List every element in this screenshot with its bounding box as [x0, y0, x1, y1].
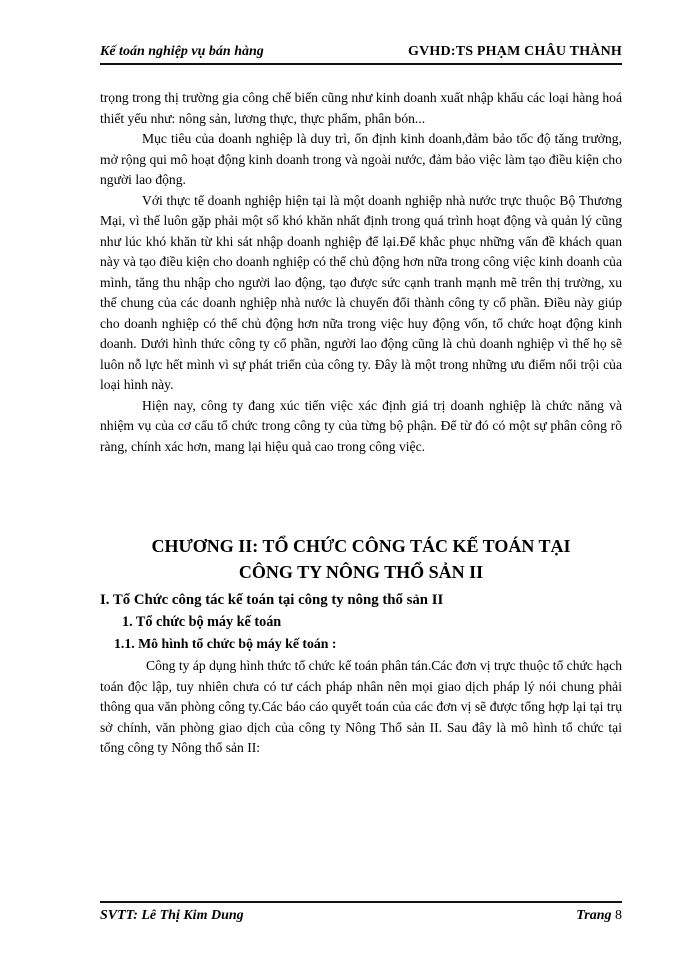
document-body	[100, 88, 622, 759]
chapter-title-line1: CHƯƠNG II: TỔ CHỨC CÔNG TÁC KẾ TOÁN TẠI	[151, 536, 571, 556]
page-footer	[100, 901, 622, 924]
paragraph: Với thực tế doanh nghiệp hiện tại là một doanh nghiệp nhà nước trực thuộc Bộ Thương Mại, vì thế luôn gặp phải một số khó khăn nhất định trong quá trình hoạt động và quản lý cũng như lúc khó khăn từ khi sát nhập doanh nghiệp để lại.Để khắc phục những vấn đề khách quan này và tạo điều kiện cho doanh nghiệp có thể chủ động hơn nữa trong công việc kinh doanh của mình, tăng thu nhập cho người lao động, tạo được sức cạnh tranh mạnh mẽ trên thị trường, xu thế chung của các doanh nghiệp nhà nước là chuyển đổi thành công ty cổ phần. Điều này giúp cho doanh nghiệp có thể chủ động hơn nữa trong việc huy động vốn, tổ chức hoạt động kinh doanh. Dưới hình thức công ty cổ phần, người lao động cũng là chủ doanh nghiệp vì thế họ sẽ luôn nỗ lực hết mình vì sự phát triển của công ty. Đây là một trong những ưu điểm nổi trội của loại hình này.	[100, 192, 622, 392]
footer-page-number: 8	[615, 908, 622, 923]
paragraph: Mục tiêu của doanh nghiệp là duy trì, ổn định kinh doanh,đảm bảo tốc độ tăng trưởng, mở rộng qui mô hoạt động kinh doanh trong và ngoài nước, đảm bảo việc làm tạo điều kiện cho người lao động.	[100, 131, 622, 187]
header-running-title: Kế toán nghiệp vụ bán hàng	[100, 44, 264, 59]
paragraph: Hiện nay, công ty đang xúc tiến việc xác định giá trị doanh nghiệp là chức năng và nhiệm vụ của cơ cấu tổ chức trong công ty của từng bộ phận. Để từ đó có một sự phân công rõ ràng, chính xác hơn, mang lại hiệu quả cao trong công việc.	[100, 397, 622, 454]
section-heading-I: I. Tổ Chức công tác kế toán tại công ty nông thổ sản II	[100, 592, 444, 608]
chapter-title	[100, 533, 622, 585]
subsection-heading-1-1: 1.1. Mô hình tổ chức bộ máy kế toán :	[114, 636, 337, 651]
footer-student-name: SVTT: Lê Thị Kim Dung	[100, 908, 244, 923]
page-header	[100, 44, 622, 65]
subsection-heading-1: 1. Tổ chức bộ máy kế toán	[122, 614, 282, 630]
header-supervisor-name: GVHD:TS PHẠM CHÂU THÀNH	[408, 44, 622, 59]
footer-page-indicator	[576, 908, 622, 924]
paragraph-continuation: trọng trong thị trường gia công chế biến cũng như kinh doanh xuất nhập khẩu các loại hàng hoá thiết yếu như: nông sản, lương thực, thực phẩm, phân bón...	[100, 90, 622, 126]
chapter-title-line2: CÔNG TY NÔNG THỔ SẢN II	[238, 562, 484, 582]
paragraph: Công ty áp dụng hình thức tổ chức kế toán phân tán.Các đơn vị trực thuộc tổ chức hạch toán độc lập, tuy nhiên chưa có tư cách pháp nhân nên mọi giao dịch pháp lý nói chung phải thông qua văn phòng công ty.Các báo cáo quyết toán của các đơn vị sẽ được tổng hợp lại tại trụ sở chính, văn phòng giao dịch của công ty Nông Thổ sản II. Sau đây là mô hình tổ chức tại tổng công ty Nông thổ sản II:	[100, 658, 622, 755]
footer-page-label: Trang	[576, 908, 612, 923]
